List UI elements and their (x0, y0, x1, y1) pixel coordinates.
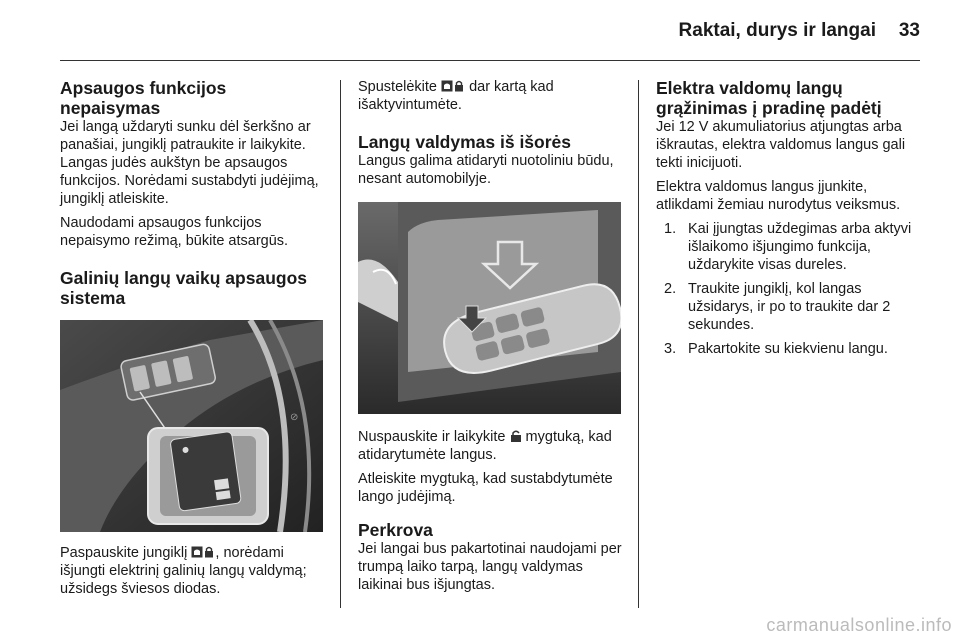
heading-child-safety: Galinių langų vaikų apsaugos sistema (60, 268, 307, 308)
paragraph-text: Spustelėkite (358, 79, 437, 95)
paragraph: Elektra valdomus langus įjunkite, atlikdami žemiau nurodytus veiksmus. (656, 179, 901, 213)
header-rule (60, 60, 920, 61)
unlock-padlock-icon (510, 429, 522, 441)
list-item: 3. Pakartokite su kiekvienu langu. (664, 341, 888, 357)
paragraph-text: , norėdami išjungti elektrinį galinių langų valdymą; užsidegs šviesos diodas. (60, 545, 307, 597)
column-3 (656, 78, 928, 364)
paragraph-text: Nuspauskite ir laikykite (358, 429, 506, 445)
svg-text:⊘: ⊘ (290, 412, 299, 423)
paragraph: Jei langą uždaryti sunku dėl šerkšno ar panašiai, jungiklį patraukite ir laikykite. Langas judės aukštyn be apsaugos funkcijos. Norėdami sustabdyti judėjimą, jungiklį atleiskite. (60, 119, 319, 207)
column-1 (60, 78, 326, 604)
paragraph: Jei langai bus pakartotinai naudojami per trumpą laiko tarpą, langų valdymas laikinai bus išjungtas. (358, 541, 622, 593)
watermark: carmanualsonline.info (766, 615, 952, 635)
paragraph-text: Paspauskite jungiklį (60, 545, 188, 561)
column-divider (638, 80, 639, 608)
running-header-title: Raktai, durys ir langai (678, 20, 876, 41)
door-switch-illustration (60, 320, 323, 532)
column-2 (358, 78, 624, 600)
heading-override: Apsaugos funkcijos nepaisymas (60, 78, 227, 118)
paragraph-text: dar kartą kad išaktyvintumėte. (358, 79, 554, 113)
paragraph: Jei 12 V akumuliatorius atjungtas arba iškrautas, elektra valdomus langus gali tekti inicijuoti. (656, 119, 906, 171)
list-item: 2. Traukite jungiklį, kol langas užsidarys, ir po to traukite dar 2 sekundes. (664, 281, 891, 333)
paragraph: Langus galima atidaryti nuotoliniu būdu, nesant automobilyje. (358, 153, 614, 187)
page-number: 33 (898, 20, 920, 41)
remote-key-illustration (358, 202, 621, 414)
list-item: 1. Kai įjungtas uždegimas arba aktyvi išlaikomo išjungimo funkcija, uždarykite visas dureles. (664, 221, 912, 273)
child-lock-window-icon (441, 79, 465, 91)
heading-reset: Elektra valdomų langų grąžinimas į pradinę padėtį (656, 78, 882, 118)
child-lock-window-icon (191, 545, 215, 557)
paragraph: Atleiskite mygtuką, kad sustabdytumėte lango judėjimą. (358, 471, 613, 505)
column-divider (340, 80, 341, 608)
heading-overload: Perkrova (358, 520, 433, 540)
heading-remote: Langų valdymas iš išorės (358, 132, 572, 152)
paragraph: Naudodami apsaugos funkcijos nepaisymo režimą, būkite atsargūs. (60, 215, 289, 249)
paragraph-text: mygtuką, kad atidarytumėte langus. (358, 429, 612, 463)
steps-list (656, 220, 928, 358)
